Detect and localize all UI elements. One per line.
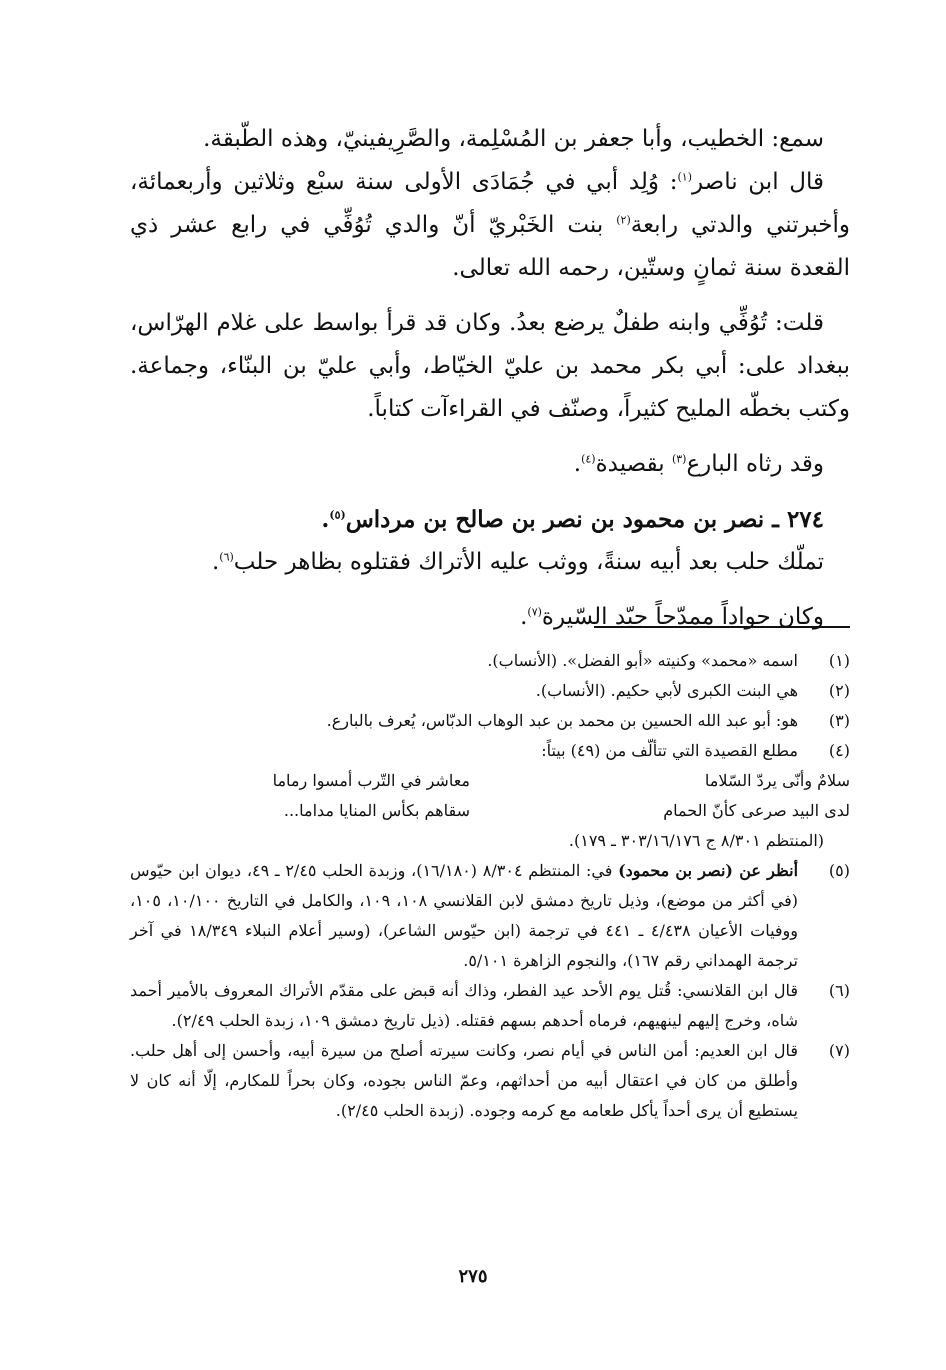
footnote-text: هو: أبو عبد الله الحسين بن محمد بن عبد الوهاب الدبّاس، يُعرف بالبارع. bbox=[326, 711, 798, 730]
footnote-ref-3[interactable]: (٣) bbox=[671, 452, 687, 466]
footnote-ref-1[interactable]: (١) bbox=[677, 170, 692, 184]
footnote-7 bbox=[130, 1036, 850, 1126]
footnote-text: قال ابن العديم: أمن الناس في أيام نصر، وكانت سيرته أصلح من سيرة أبيه، وأحسن إلى أهل حلب. وأطلق من كان في اعتقال أبيه من أحداثهم، وعمّ الناس بجوده، وكان بحراً للمكارم، إلّا أنه كان لا يستطيع أن يرى أحداً يأكل طعامه مع كرمه وجوده. (زبدة الحلب ٢/٤٥). bbox=[130, 1041, 798, 1120]
footnote-text: مطلع القصيدة التي تتألّف من (٤٩) بيتاً: bbox=[541, 741, 798, 760]
page-number: ٢٧٥ bbox=[458, 1266, 488, 1287]
footnote-ref-2[interactable]: (٢) bbox=[616, 213, 631, 227]
footnote-number: (٤) bbox=[828, 741, 850, 760]
footnote-number: (٧) bbox=[828, 1041, 850, 1060]
footnote-bold-lead: أنظر عن (نصر بن محمود) bbox=[618, 861, 799, 880]
text-line-sama bbox=[130, 118, 850, 161]
text-span: : وُلِد أبي في جُمَادَى الأولى سنة سبْع وثلاثين وأربعمائة، bbox=[130, 169, 678, 195]
footnote-number: (٣) bbox=[828, 711, 850, 730]
footnote-2 bbox=[130, 676, 850, 706]
footnote-number: (٢) bbox=[828, 681, 850, 700]
footnote-number: (٦) bbox=[828, 981, 850, 1000]
footnote-text bbox=[130, 856, 798, 976]
footnote-text: اسمه «محمد» وكنيته «أبو الفضل». (الأنساب). bbox=[487, 651, 798, 670]
main-text bbox=[130, 118, 850, 639]
poem-hemistich: لدى البيد صرعى كأنّ الحمام bbox=[663, 801, 850, 820]
text-line-ritha bbox=[130, 443, 850, 486]
text-span: في: المنتظم ٨/٣٠٤ (١٦/١٨٠)، وزبدة الحلب ٢/٤٥ ـ ٤٩، ديوان ابن حيّوس (في أكثر من موضع)، وذيل تاريخ دمشق لابن القلانسي ١٠٨، ١٠٩، والكامل في التاريخ ١٠/١٠٠، ١٠٥، ووفيات الأعيان ٤/٤٣٨ ـ ٤٤١ في ترجمة (ابن حيّوس الشاعر)، (وسير أعلام النبلاء ١٨/٣٤٩ في آخر ترجمة الهمداني رقم ١٦٧)، والنجوم الزاهرة ٥/١٠١. bbox=[130, 861, 799, 970]
poem-verse-1 bbox=[130, 766, 850, 796]
text-line-jawad bbox=[130, 596, 850, 639]
footnote-3 bbox=[130, 706, 850, 736]
footnote-ref-6[interactable]: (٦) bbox=[219, 550, 234, 564]
footnote-text: قال ابن القلانسي: قُتل يوم الأحد عيد الفطر، وذاك أنه قبض على مقدّم الأتراك المعروف بالأمير أحمد شاه، وخرج إليهم لينهيهم، فرماه أحدهم بسهم فقتله. (ذيل تاريخ دمشق ١٠٩، زبدة الحلب ٢/٤٩). bbox=[130, 981, 798, 1030]
poem-hemistich: سقاهم بكأس المنايا مداما... bbox=[283, 801, 470, 820]
footnote-divider bbox=[594, 626, 850, 628]
footnote-number: (١) bbox=[828, 651, 850, 670]
text-span: . bbox=[520, 604, 528, 630]
footnote-6 bbox=[130, 976, 850, 1036]
text-span: قال ابن ناصر bbox=[691, 169, 825, 195]
entry-heading-274 bbox=[130, 498, 850, 541]
footnote-ref-4[interactable]: (٤) bbox=[581, 452, 596, 466]
poem-hemistich: سلامٌ وأنّى يردّ السّلاما bbox=[704, 771, 850, 790]
footnote-4 bbox=[130, 736, 850, 766]
text-span: وقد رثاه البارع bbox=[686, 451, 824, 477]
text-paragraph-ibn-nasir bbox=[130, 161, 850, 290]
text-span: بنت الخَبْريّ أنّ والدي تُوُفِّي في رابع عشر ذي القعدة سنة ثمانٍ وستّين، رحمه الله تعالى. bbox=[130, 212, 850, 281]
footnote-ref-5[interactable]: (٥) bbox=[329, 508, 346, 522]
footnotes bbox=[130, 646, 850, 1126]
text-span: تملّك حلب بعد أبيه سنةً، ووثب عليه الأتراك فقتلوه بظاهر حلب bbox=[233, 549, 824, 575]
text-span: . bbox=[211, 549, 220, 575]
poem-verse-2 bbox=[130, 796, 850, 826]
text-span: . bbox=[321, 506, 330, 533]
text-paragraph-qultu bbox=[130, 302, 850, 431]
poem-source: (المنتظم ٨/٣٠١ ج ٣٠٣/١٦/١٧٦ ـ ١٧٩). bbox=[568, 831, 824, 850]
footnote-5 bbox=[130, 856, 850, 976]
text-span: قلت: تُوُفِّي وابنه طفلٌ يرضع بعدُ. وكان قد قرأ بواسط على غلام الهرّاس، ببغداد على: أبي بكر محمد بن عليّ الخيّاط، وأبي عليّ بن البنّاء، وجماعة. وكتب بخطّه المليح كثيراً، وصنّف في القراءآت كتاباً. bbox=[130, 310, 850, 422]
text-span: وكان جواداً ممدّحاً جيّد السّيرة bbox=[541, 604, 824, 630]
text-span: سمع: الخطيب، وأبا جعفر بن المُسْلِمة، والصَّرِيفينيّ، وهذه الطّبقة. bbox=[203, 126, 824, 152]
footnote-text: هي البنت الكبرى لأبي حكيم. (الأنساب). bbox=[535, 681, 798, 700]
footnote-number: (٥) bbox=[828, 861, 850, 880]
footnote-ref-7[interactable]: (٧) bbox=[527, 605, 542, 619]
text-span: ٢٧٤ ـ نصر بن محمود بن نصر بن صالح بن مرداس bbox=[345, 506, 824, 533]
text-span: وأخبرتني والدتي رابعة bbox=[630, 212, 850, 238]
text-span: . bbox=[573, 451, 582, 477]
text-line-tamallaka bbox=[130, 541, 850, 584]
text-span: بقصيدة bbox=[595, 451, 672, 477]
footnote-1 bbox=[130, 646, 850, 676]
poem-hemistich: معاشر في التّرب أمسوا رماما bbox=[272, 771, 470, 790]
